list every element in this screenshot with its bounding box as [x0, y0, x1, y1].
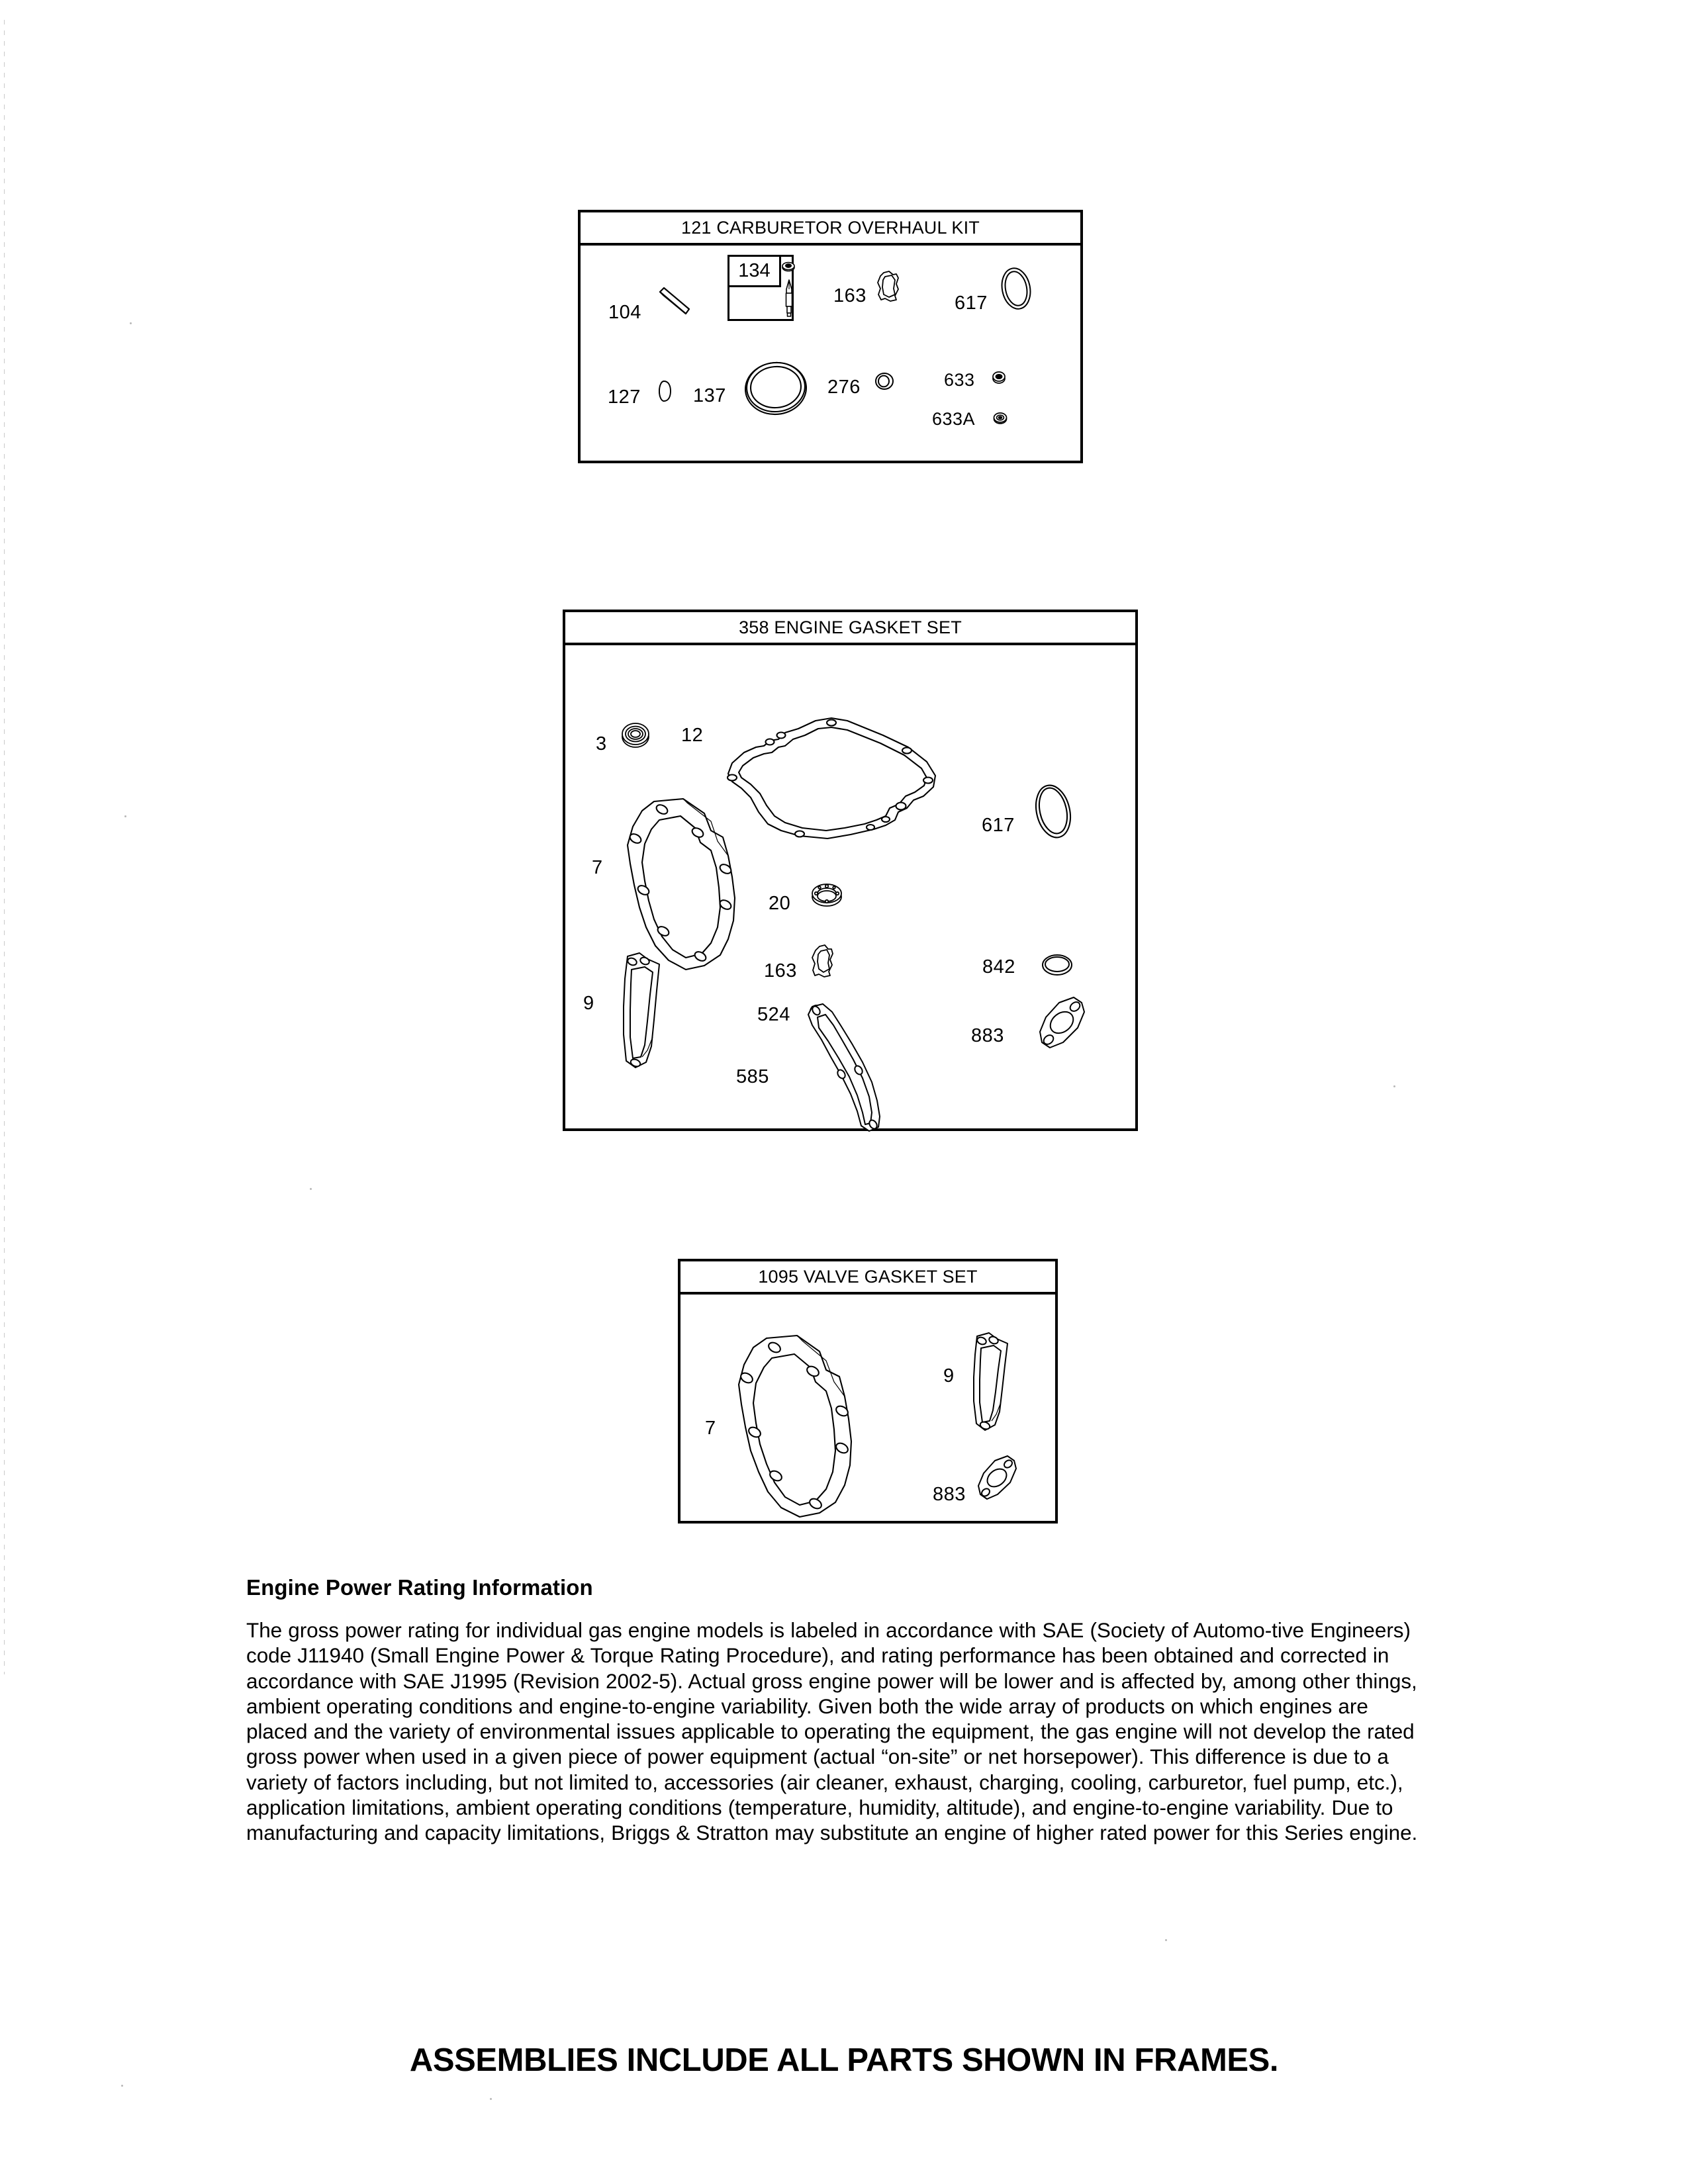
scan-speck	[1165, 1939, 1167, 1941]
callout-12: 12	[681, 725, 704, 746]
part-137-float-bowl-gasket	[743, 358, 809, 418]
callout-9: 9	[943, 1365, 955, 1387]
part-883-intake-manifold-gasket	[1037, 995, 1088, 1052]
part-3-oil-seal	[620, 719, 651, 751]
part-617-o-ring	[999, 266, 1033, 311]
power-rating-heading: Engine Power Rating Information	[246, 1575, 593, 1600]
frame-engine-gasket-set	[563, 610, 1138, 1131]
frame-title-valve-gasket-set: 1095 VALVE GASKET SET	[680, 1261, 1055, 1295]
frame-carburetor-overhaul-kit	[578, 210, 1083, 463]
callout-883: 883	[971, 1025, 1004, 1046]
callout-633a: 633A	[932, 409, 976, 429]
callout-163: 163	[833, 285, 867, 306]
callout-617: 617	[982, 815, 1015, 836]
callout-20: 20	[769, 893, 791, 914]
part-7-cylinder-head-gasket	[612, 797, 744, 974]
part-9-breather-gasket	[616, 951, 667, 1070]
part-617-o-ring	[1031, 782, 1075, 841]
power-rating-section	[246, 1575, 1431, 1845]
part-104-roll-pin	[656, 285, 693, 318]
part-163-carburetor-gasket	[810, 944, 835, 979]
part-7-cylinder-head-gasket	[722, 1334, 862, 1521]
part-134-valve-seat	[781, 260, 796, 273]
part-633a-seal	[992, 410, 1009, 425]
scan-speck	[124, 815, 126, 817]
callout-633: 633	[944, 370, 975, 390]
part-20-oil-seal-pto	[810, 880, 844, 911]
callout-585: 585	[736, 1066, 769, 1087]
part-842-o-ring-small	[1041, 951, 1074, 978]
scan-speck	[121, 2085, 123, 2087]
callout-127: 127	[608, 387, 641, 408]
callout-137: 137	[693, 385, 726, 406]
part-883-intake-manifold-gasket	[976, 1454, 1019, 1502]
frame-title-carburetor-overhaul-kit: 121 CARBURETOR OVERHAUL KIT	[581, 212, 1080, 246]
part-633-seal	[991, 370, 1007, 385]
callout-883: 883	[933, 1484, 966, 1505]
callout-163: 163	[764, 960, 797, 981]
scan-speck	[1393, 1085, 1395, 1087]
part-163-carburetor-gasket	[876, 271, 901, 302]
power-rating-body: The gross power rating for individual gas engine models is labeled in accordance with SAE (Society of Automo-tive Engineers) code J11940 (Small Engine Power & Torque Rating Procedure), and rating performance has been obtained and corrected in accordance with SAE J1995 (Revision 2002-5). Actual gross engine power will be lower and is affected by, among other things, ambient operating conditions and engine-to-engine variability. Given both the wide array of products on which engines are placed and the variety of environmental issues applicable to operating the equipment, the gas engine will not develop the rated gross power when used in a given piece of power equipment (actual “on-site” or net horsepower). This difference is due to a variety of factors including, but not limited to, accessories (air cleaner, exhaust, charging, cooling, carburetor, fuel pump, etc.), application limitations, ambient operating conditions (temperature, humidity, altitude), and engine-to-engine variability. Due to manufacturing and capacity limitations, Briggs & Stratton may substitute an engine of higher rated power for this Series engine.	[246, 1618, 1418, 1845]
part-127-welch-plug	[655, 380, 673, 402]
scan-speck	[490, 2098, 492, 2100]
part-276-washer	[874, 371, 895, 391]
part-585-intake-elbow-gasket	[800, 1003, 886, 1135]
scan-speck	[310, 1188, 312, 1190]
callout-7: 7	[592, 857, 603, 878]
callout-524: 524	[757, 1004, 790, 1025]
callout-617: 617	[955, 293, 988, 314]
part-9-breather-gasket	[966, 1331, 1014, 1432]
scan-edge-artifact	[4, 20, 5, 1674]
part-134-needle-valve	[782, 279, 796, 318]
callout-7: 7	[705, 1418, 716, 1439]
callout-276: 276	[827, 377, 861, 398]
inset-box-134	[727, 255, 794, 321]
assemblies-include-note: ASSEMBLIES INCLUDE ALL PARTS SHOWN IN FRAMES.	[409, 2042, 1279, 2078]
callout-104: 104	[608, 302, 641, 323]
frame-title-engine-gasket-set: 358 ENGINE GASKET SET	[565, 612, 1135, 645]
scan-speck	[130, 322, 132, 324]
callout-842: 842	[982, 956, 1015, 978]
callout-9: 9	[583, 993, 594, 1014]
callout-134: 134	[729, 257, 781, 287]
callout-3: 3	[596, 733, 607, 754]
part-12-crankcase-gasket	[715, 713, 947, 845]
frame-valve-gasket-set	[678, 1259, 1058, 1524]
